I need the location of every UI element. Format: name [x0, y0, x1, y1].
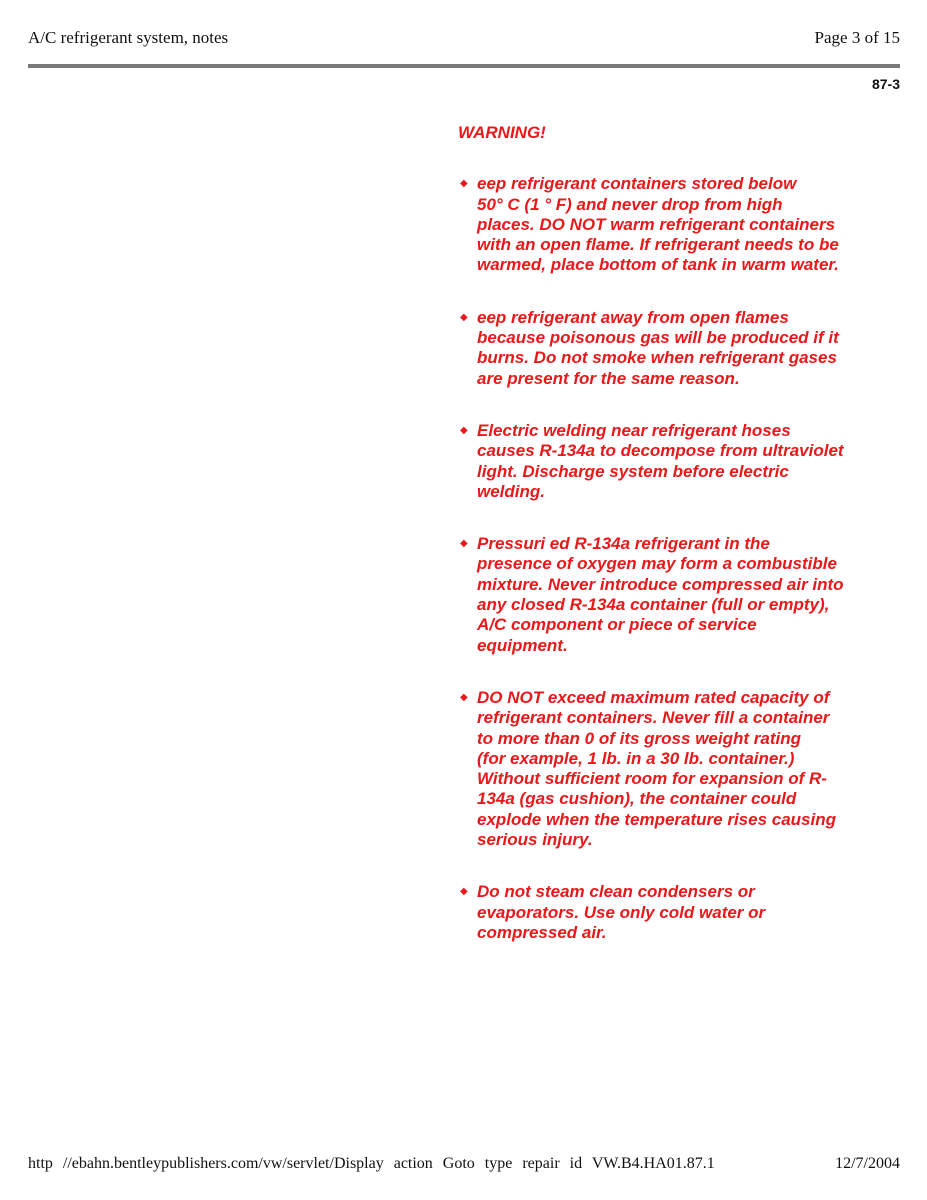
warning-item-text: eep refrigerant containers stored below 50° C (1 ° F) and never drop from high places. DO NOT warm refrigerant containers with an open flame. If refrigerant needs to be warmed, place bottom of tank in warm water.: [477, 174, 839, 275]
diamond-bullet-icon: ◆: [460, 424, 468, 436]
warning-item-text: Do not steam clean condensers or evaporators. Use only cold water or compressed air.: [477, 882, 766, 942]
warning-item: [458, 882, 878, 943]
warning-item-text: Electric welding near refrigerant hoses causes R-134a to decompose from ultraviolet light. Discharge system before electric welding.: [477, 420, 844, 501]
warning-list: [458, 174, 878, 943]
diamond-bullet-icon: ◆: [460, 538, 468, 550]
footer-date: 12/7/2004: [835, 1155, 900, 1172]
document-title: A/C refrigerant system, notes: [28, 28, 229, 47]
footer-url: http //ebahn.bentleypublishers.com/vw/servlet/Display action Goto type repair id VW.B4.HA01.87.1: [28, 1155, 715, 1172]
header-divider: [28, 64, 900, 68]
warning-item-text: Pressuri ed R-134a refrigerant in the presence of oxygen may form a combustible mixture. Never introduce compressed air into any closed R-134a container (full or empty), A/C component or piece of service equipment.: [477, 534, 844, 655]
warning-item: [458, 174, 878, 275]
warning-heading: WARNING!: [458, 123, 546, 142]
diamond-bullet-icon: ◆: [460, 311, 468, 323]
diamond-bullet-icon: ◆: [460, 691, 468, 703]
diamond-bullet-icon: ◆: [460, 886, 468, 898]
warning-item: [458, 308, 878, 389]
warning-item: [458, 421, 878, 502]
warning-item: [458, 534, 878, 656]
warning-item-text: DO NOT exceed maximum rated capacity of refrigerant containers. Never fill a container to more than 0 of its gross weight rating (for example, 1 lb. in a 30 lb. container.) Without sufficient room for expansion of R- 134a (gas cushion), the container could explode when the temperature rises causing serious injury.: [477, 687, 837, 850]
page-indicator: Page 3 of 15: [814, 28, 900, 47]
warning-item-text: eep refrigerant away from open flames because poisonous gas will be produced if it burns. Do not smoke when refrigerant gases are present for the same reason.: [477, 307, 839, 388]
diamond-bullet-icon: ◆: [460, 178, 468, 190]
warning-block: [458, 123, 878, 975]
warning-item: [458, 688, 878, 850]
section-number: 87-3: [871, 76, 900, 92]
